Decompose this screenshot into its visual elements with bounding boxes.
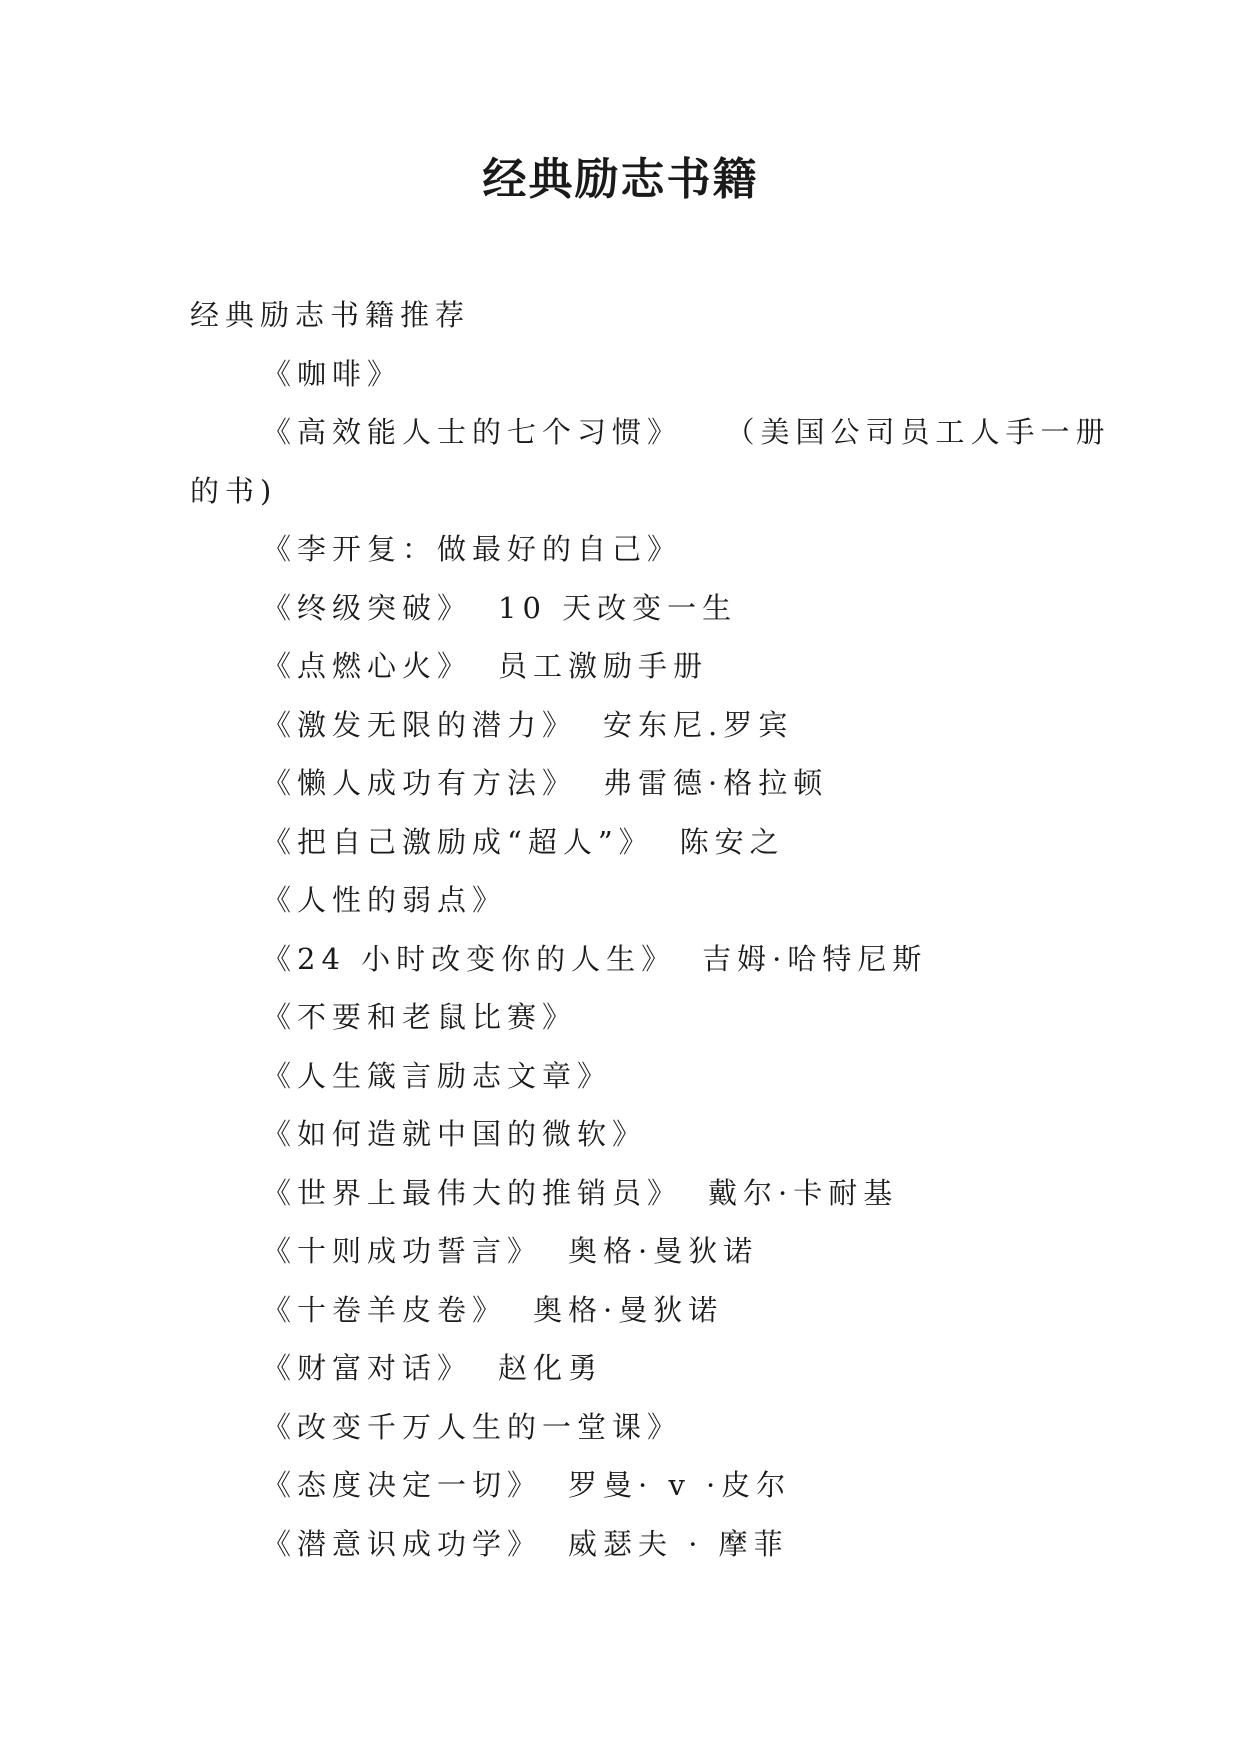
- book-title: 《高效能人士的七个习惯》: [262, 415, 683, 449]
- book-title: 《人生箴言励志文章》: [262, 1058, 613, 1093]
- book-author: 陈安之: [679, 824, 785, 859]
- book-title: 《如何造就中国的微软》: [262, 1117, 648, 1151]
- book-item: [190, 1398, 1060, 1457]
- book-author: 安东尼.罗宾: [603, 707, 794, 742]
- book-title: 《世界上最伟大的推销员》: [262, 1175, 683, 1210]
- book-note: （美国公司员工人手一册: [740, 415, 1111, 449]
- book-author: 奥格·曼狄诺: [568, 1234, 759, 1268]
- book-author: 威瑟夫 · 摩菲: [568, 1526, 789, 1561]
- book-author: 奥格·曼狄诺: [533, 1292, 724, 1327]
- book-item: [190, 1515, 1060, 1574]
- book-title: 《把自己激励成“超人”》: [262, 824, 654, 859]
- book-author: 吉姆·哈特尼斯: [702, 941, 928, 976]
- book-title: 《十则成功誓言》: [262, 1234, 543, 1268]
- book-title: 《潜意识成功学》: [262, 1526, 543, 1561]
- book-title: 《终级突破》: [262, 590, 473, 625]
- book-item: [190, 696, 1060, 755]
- book-item: [190, 1047, 1060, 1106]
- book-item: [190, 988, 1060, 1047]
- book-item: [190, 1222, 1060, 1281]
- book-title: 《懒人成功有方法》: [262, 766, 578, 800]
- book-item: [190, 1105, 1060, 1164]
- document-title: 经典励志书籍: [482, 154, 759, 205]
- book-item: [190, 1456, 1060, 1515]
- book-title: 《人性的弱点》: [262, 883, 508, 917]
- book-author: 赵化勇: [498, 1351, 604, 1385]
- book-item: [190, 1339, 1060, 1398]
- book-item: [190, 813, 1060, 872]
- book-item: [190, 637, 1060, 696]
- book-author: 10 天改变一生: [498, 590, 738, 625]
- book-title: 《激发无限的潜力》: [262, 707, 578, 742]
- book-title: 《财富对话》: [262, 1351, 473, 1385]
- book-title: 《改变千万人生的一堂课》: [262, 1409, 683, 1444]
- book-item: [190, 754, 1060, 813]
- book-title: 《不要和老鼠比赛》: [262, 1000, 578, 1034]
- book-item: [190, 579, 1060, 638]
- book-title: 《点燃心火》: [262, 649, 473, 683]
- book-note-continuation: 的书): [190, 473, 278, 508]
- document-body: [190, 286, 1111, 1573]
- book-item: [190, 930, 1060, 989]
- section-heading: 经典励志书籍推荐: [190, 298, 471, 332]
- book-author: 罗曼· v ·皮尔: [568, 1468, 792, 1502]
- book-title: 《李开复：做最好的自己》: [262, 532, 683, 566]
- book-author: 员工激励手册: [498, 649, 709, 683]
- book-title: 《咖啡》: [262, 356, 403, 391]
- book-author: 弗雷德·格拉顿: [603, 766, 829, 800]
- book-item: [190, 1281, 1060, 1340]
- book-item: [190, 520, 1060, 579]
- book-item: [190, 871, 1060, 930]
- book-item: [190, 1164, 1060, 1223]
- book-title: 《24 小时改变你的人生》: [262, 941, 677, 976]
- book-item: [190, 403, 1111, 462]
- book-title: 《态度决定一切》: [262, 1468, 543, 1502]
- book-item: [190, 345, 1060, 404]
- book-author: 戴尔·卡耐基: [708, 1175, 899, 1210]
- book-title: 《十卷羊皮卷》: [262, 1292, 508, 1327]
